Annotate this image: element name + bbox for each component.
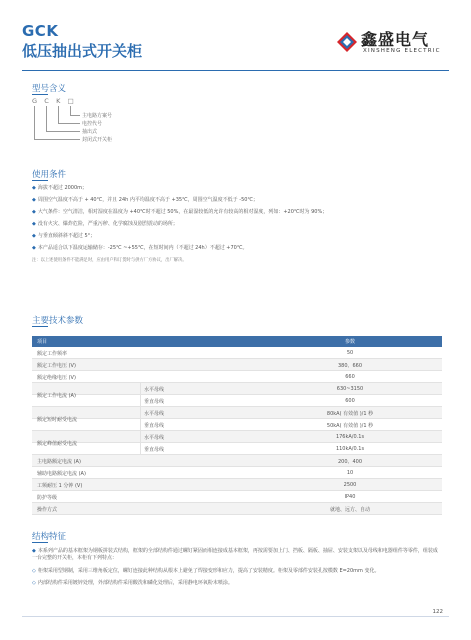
bullet-icon: ◆ xyxy=(32,233,36,239)
brand-name-en: XINSHENG ELECTRIC xyxy=(363,48,441,54)
row-item-label: 辅助电路额定电流 (A) xyxy=(37,471,86,477)
bullet-icon: ◆ xyxy=(32,221,36,227)
row-sub-label: 水平母线 xyxy=(144,411,165,417)
tree-line xyxy=(58,123,80,124)
table-row xyxy=(32,407,442,423)
column-divider xyxy=(140,419,141,431)
hollow-bullet-icon: ◇ xyxy=(32,568,36,574)
conditions-note: 注：以上述使用条件不能满足时，应由用户和订货时与供方厂方协议，出厂解决。 xyxy=(32,258,187,263)
column-divider xyxy=(140,383,141,395)
row-item-label: 工频耐压 1 分钟 (V) xyxy=(37,483,83,489)
table-row xyxy=(32,491,442,503)
table-row xyxy=(32,395,442,407)
row-value: 10 xyxy=(346,470,354,476)
column-divider xyxy=(140,407,141,419)
row-value: 600 xyxy=(345,398,355,404)
row-value: 200、400 xyxy=(337,459,363,465)
brand-name: 鑫盛电气 xyxy=(361,30,430,49)
tree-line xyxy=(58,106,59,123)
row-item-label: 额定峰值耐受电流 xyxy=(37,441,78,447)
brand-logo-icon xyxy=(337,32,357,52)
page-title-model: GCK xyxy=(22,22,59,40)
footer-divider xyxy=(22,616,449,617)
row-value: 50 xyxy=(346,350,354,356)
header-divider xyxy=(22,70,449,71)
row-item-label: 额定绝缘电压 (V) xyxy=(37,375,76,381)
model-label: 抽出式 xyxy=(82,129,98,135)
row-value: 380、660 xyxy=(337,363,363,369)
table-row xyxy=(32,467,442,479)
table-row xyxy=(32,431,442,447)
row-item-label: 额定工作电压 (V) xyxy=(37,363,76,369)
feature-item: ◇ 内部结构件采用镀锌处理，外部结构件采用酸洗和磷化处理后，采用静电环氧粉末喷涂。 xyxy=(32,580,233,586)
section-underline xyxy=(32,94,48,95)
condition-item: ◆ 周围空气温度不高于 + 40℃，并且 24h 内平均温度不高于 +35℃，周围空气温度不低于 -50℃； xyxy=(32,197,259,203)
tree-line xyxy=(70,115,80,116)
section-underline xyxy=(32,180,48,181)
section-heading-model: 型号含义 xyxy=(32,84,67,94)
feature-item: ◇ 柜架采用型钢制，采用三维角板定位，螺钉连接此种结构从根本上避免了焊接变形和应力，提高了安装精度。柜架及零部件安装孔按模数 E=20mm 变化。 xyxy=(32,568,380,574)
row-sub-label: 垂直母线 xyxy=(144,423,165,429)
feature-item: ◆ 本系列产品的基本框架为钢板拼装式结构，框架的全部结构件通过螺钉紧固而相连接成基本框架，再按需要加上门、挡板、隔板、抽屉、安装支架以及母线和电器组件等零件，组装成一台完整的开关柜，本柜有下列特点： xyxy=(32,548,438,561)
table-row xyxy=(32,347,442,359)
table-row xyxy=(32,455,442,467)
page-title: 低压抽出式开关柜 xyxy=(22,42,143,60)
row-item-label: 额定工作频率 xyxy=(37,351,68,357)
params-table xyxy=(32,336,442,515)
section-underline xyxy=(32,542,48,543)
tree-line xyxy=(46,106,47,131)
tree-line xyxy=(34,106,35,139)
condition-item: ◆ 海拔不超过 2000m； xyxy=(32,185,88,191)
row-value: IP40 xyxy=(344,494,356,500)
column-divider xyxy=(140,395,141,407)
row-item-label: 额定短时耐受电流 xyxy=(37,417,78,423)
row-sub-label: 水平母线 xyxy=(144,435,165,441)
bullet-icon: ◆ xyxy=(32,548,36,554)
table-row xyxy=(32,479,442,491)
row-value: 就地、远方、自动 xyxy=(329,507,371,513)
condition-item: ◆ 本产品适合以下温度运输储存：-25℃ ~+55℃，在短时间内（不超过 24h）不超过 +70℃。 xyxy=(32,245,248,251)
row-value: 80kA( 有效值 )/1 秒 xyxy=(326,411,374,417)
row-sub-label: 垂直母线 xyxy=(144,447,165,453)
section-heading-conditions: 使用条件 xyxy=(32,170,67,180)
table-header xyxy=(32,336,442,347)
section-underline xyxy=(32,326,48,327)
bullet-icon: ◆ xyxy=(32,245,36,251)
bullet-icon: ◆ xyxy=(32,185,36,191)
row-value: 176kA/0.1s xyxy=(335,434,365,440)
condition-item: ◆ 没有火灾、爆炸危险，严重污秽、化学腐蚀及剧烈震动的场所； xyxy=(32,221,178,227)
row-value: 50kA( 有效值 )/1 秒 xyxy=(326,423,374,429)
row-value: 110kA/0.1s xyxy=(335,446,365,452)
row-value: 630~3150 xyxy=(336,386,364,392)
row-item-label: 操作方式 xyxy=(37,507,58,513)
table-row xyxy=(32,371,442,383)
model-code: G C K □ xyxy=(32,97,77,105)
row-item-label: 额定工作电流 (A) xyxy=(37,393,76,399)
model-label: 电控代号 xyxy=(82,121,103,127)
row-sub-label: 垂直母线 xyxy=(144,399,165,405)
row-item-label: 防护等级 xyxy=(37,495,58,501)
table-row xyxy=(32,383,442,399)
condition-item: ◆ 与垂直倾斜斜不超过 5°； xyxy=(32,233,96,239)
table-row xyxy=(32,419,442,431)
table-row xyxy=(32,503,442,515)
table-header-param: 参数 xyxy=(344,339,356,345)
section-heading-params: 主要技术参数 xyxy=(32,316,84,326)
row-value: 660 xyxy=(345,374,355,380)
table-header-item: 项目 xyxy=(37,339,48,345)
page-number: 122 xyxy=(432,609,443,615)
model-label: 主电路方案号 xyxy=(82,113,113,119)
tree-line xyxy=(34,139,80,140)
section-heading-features: 结构特征 xyxy=(32,532,67,542)
bullet-icon: ◆ xyxy=(32,209,36,215)
bullet-icon: ◆ xyxy=(32,197,36,203)
column-divider xyxy=(140,443,141,455)
condition-item: ◆ 大气条件：空气清洁，相对湿度在温度为 +40℃时不超过 50%，在最湿较低的允许有较高的相对湿度，列如：+20℃时为 90%； xyxy=(32,209,328,215)
row-sub-label: 水平母线 xyxy=(144,387,165,393)
table-row xyxy=(32,359,442,371)
row-item-label: 主电路额定电流 (A) xyxy=(37,459,81,465)
table-row xyxy=(32,443,442,455)
tree-line xyxy=(46,131,80,132)
hollow-bullet-icon: ◇ xyxy=(32,580,36,586)
model-label: 封闭式开关柜 xyxy=(82,137,113,143)
row-value: 2500 xyxy=(343,482,357,488)
column-divider xyxy=(140,431,141,443)
tree-line xyxy=(70,106,71,115)
